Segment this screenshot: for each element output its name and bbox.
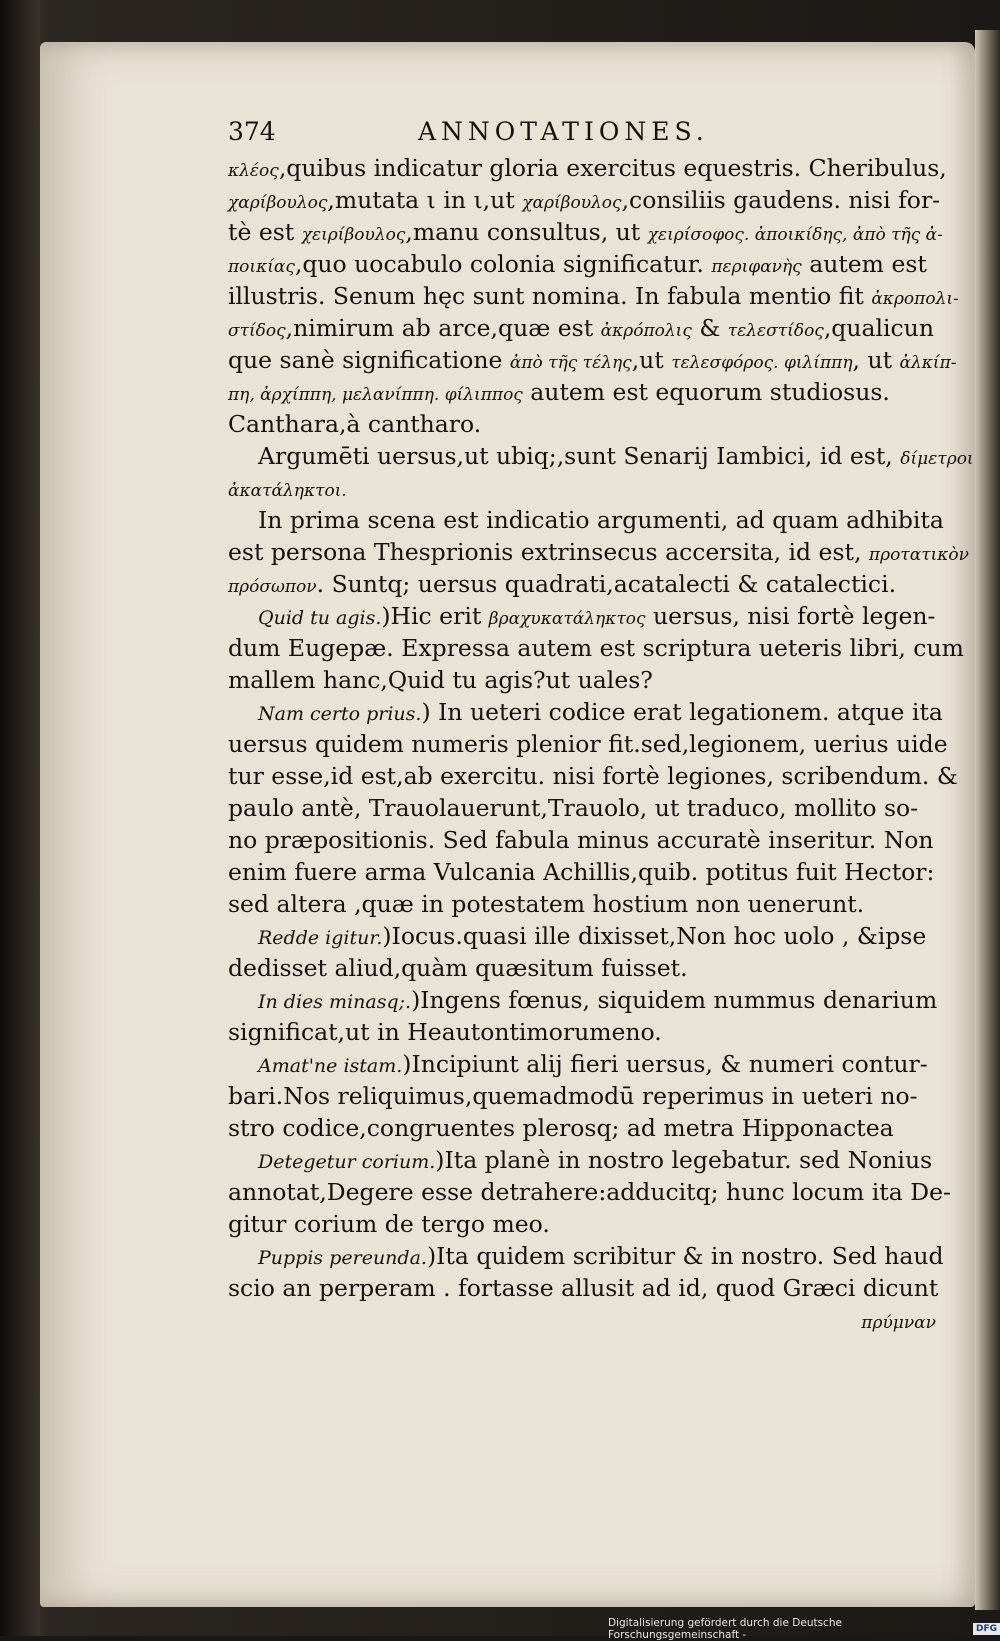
greek-word: ἀλκίπ-: [899, 353, 957, 373]
text-run: tur esse,id est,ab exercitu. nisi fortè legiones, scribendum. &: [228, 762, 958, 790]
text-run: Argumēti uersus,ut ubiq;,sunt Senarij Iambici, id est,: [258, 442, 901, 470]
text-run: uersus quidem numeris plenior fit.sed,legionem, uerius uide: [228, 730, 948, 758]
text-run: enim fuere arma Vulcania Achillis,quib. potitus fuit Hector:: [228, 858, 935, 886]
greek-word: στίδος: [228, 321, 286, 341]
text-run: Canthara,à cantharo.: [228, 410, 482, 438]
text-line: [228, 632, 964, 664]
text-run: ,mutata ι in ι,ut: [327, 186, 523, 214]
lemma: Redde igitur.: [258, 927, 383, 949]
text-line: [228, 792, 940, 824]
text-run: ) In ueteri codice erat legationem. atque ita: [421, 698, 943, 726]
greek-word: χειρίσοφος. ἀποικίδης, ἀπὸ τῆς ἀ-: [647, 225, 943, 245]
greek-word: χαρίβουλος: [522, 193, 622, 213]
text-run: )Incipiunt alij fieri uersus, & numeri contur-: [402, 1050, 928, 1078]
text-lines: [228, 152, 974, 1304]
text-run: scio an perperam . fortasse allusit ad id, quod Græci dicunt: [228, 1274, 939, 1302]
text-line: [228, 984, 940, 1016]
page-number: 374: [228, 117, 276, 146]
text-line: [228, 1208, 940, 1240]
text-line: [228, 760, 958, 792]
page-text: [228, 116, 974, 1336]
catchword: πρύμναν: [861, 1313, 936, 1333]
text-run: ,nimirum ab arce,quæ est: [285, 314, 601, 342]
text-run: dedisset aliud,quàm quæsitum fuisset.: [228, 954, 688, 982]
text-run: paulo antè, Trauolauerunt,Trauolo, ut traduco, mollito so-: [228, 794, 919, 822]
text-line: [228, 920, 940, 952]
greek-word: ἀκρόπολις: [600, 321, 692, 341]
lemma: Puppis pereunda.: [258, 1247, 427, 1269]
text-line: [228, 408, 940, 440]
greek-word: τελεσφόρος. φιλίππη: [671, 353, 853, 373]
page-header: [228, 116, 940, 152]
text-run: )Ingens fœnus, siquidem nummus denarium: [411, 986, 938, 1014]
text-line: [228, 856, 940, 888]
greek-word: προτατικὸν: [868, 545, 969, 565]
greek-word: ἀπὸ τῆς τέλης: [509, 353, 632, 373]
text-line: [228, 248, 940, 280]
greek-word: περιφανὴς: [711, 257, 802, 277]
text-run: ,qualicun: [823, 314, 934, 342]
text-run: stro codice,congruentes plerosq; ad metra Hipponactea: [228, 1114, 894, 1142]
greek-word: χαρίβουλος: [228, 193, 328, 213]
text-run: mallem hanc,Quid tu agis?ut uales?: [228, 666, 653, 694]
text-run: autem est: [801, 250, 927, 278]
text-line: [228, 1240, 944, 1272]
greek-word: δίμετροι: [900, 449, 974, 469]
lemma: Quid tu agis.: [258, 607, 382, 629]
text-line: [228, 1144, 940, 1176]
text-run: uersus, nisi fortè legen-: [645, 602, 936, 630]
text-line: [228, 888, 940, 920]
text-line: [228, 1048, 940, 1080]
text-run: que sanè significatione: [228, 346, 510, 374]
text-run: , ut: [852, 346, 900, 374]
text-run: )Hic erit: [381, 602, 489, 630]
text-line: [228, 1112, 940, 1144]
greek-word: ποικίας: [228, 257, 295, 277]
text-line: [228, 568, 940, 600]
text-line: [228, 280, 959, 312]
text-line: [228, 824, 940, 856]
text-run: annotat,Degere esse detrahere:adducitq; hunc locum ita De-: [228, 1178, 951, 1206]
text-run: dum Eugepæ. Expressa autem est scriptura ueteris libri, cum: [228, 634, 964, 662]
greek-word: τελεστίδος: [727, 321, 824, 341]
text-run: ,quo uocabulo colonia significatur.: [294, 250, 712, 278]
text-run: sed altera ,quæ in potestatem hostium non uenerunt.: [228, 890, 865, 918]
running-head: ANNOTATIONES.: [418, 117, 709, 146]
binding-shadow: [0, 0, 40, 1636]
text-run: significat,ut in Heautontimorumeno.: [228, 1018, 662, 1046]
text-line: [228, 1176, 951, 1208]
text-run: )Ita quidem scribitur & in nostro. Sed haud: [426, 1242, 944, 1270]
text-line: [228, 504, 944, 536]
text-line: [228, 216, 943, 248]
greek-word: ἀκατάληκτοι.: [228, 481, 347, 501]
text-run: . Suntq; uersus quadrati,acatalecti & catalectici.: [316, 570, 897, 598]
text-line: [228, 696, 943, 728]
text-line: [228, 952, 940, 984]
text-line: [228, 376, 940, 408]
text-run: ,ut: [631, 346, 672, 374]
text-line: [228, 184, 940, 216]
greek-word: βραχυκατάληκτος: [488, 609, 646, 629]
page-edge: [975, 30, 1000, 1610]
text-line: [228, 728, 948, 760]
greek-word: κλέος: [228, 161, 279, 181]
footer-text: Digitalisierung gefördert durch die Deutsche Forschungsgemeinschaft -: [608, 1617, 842, 1641]
text-run: ,consiliis gaudens. nisi for-: [621, 186, 941, 214]
text-run: illustris. Senum hęc sunt nomina. In fabula mentio fit: [228, 282, 872, 310]
text-run: gitur corium de tergo meo.: [228, 1210, 550, 1238]
text-line: [228, 536, 969, 568]
lemma: In dies minasq;.: [258, 991, 412, 1013]
text-line: [228, 664, 940, 696]
text-run: ,manu consultus, ut: [405, 218, 648, 246]
lemma: Amat'ne istam.: [258, 1055, 403, 1077]
text-run: autem est equorum studiosus.: [522, 378, 890, 406]
text-run: no præpositionis. Sed fabula minus accuratè inseritur. Non: [228, 826, 934, 854]
lemma: Detegetur corium.: [258, 1151, 436, 1173]
text-run: In prima scena est indicatio argumenti, ad quam adhibita: [258, 506, 944, 534]
text-line: [228, 440, 974, 472]
catchword-line: [228, 1304, 940, 1336]
greek-word: χειρίβουλος: [301, 225, 406, 245]
text-line: [228, 344, 957, 376]
text-run: )Ita planè in nostro legebatur. sed Nonius: [435, 1146, 933, 1174]
lemma: Nam certo prius.: [258, 703, 422, 725]
text-line: [228, 152, 947, 184]
text-line: [228, 1016, 940, 1048]
greek-word: πη, ἀρχίππη, μελανίππη. φίλιππος: [228, 385, 523, 405]
text-line: [228, 600, 940, 632]
text-run: ,quibus indicatur gloria exercitus equestris. Cheribulus,: [278, 154, 947, 182]
text-run: )Iocus.quasi ille dixisset,Non hoc uolo , &ipse: [382, 922, 927, 950]
greek-word: πρόσωπον: [228, 577, 317, 597]
text-run: tè est: [228, 218, 302, 246]
text-line: [228, 1272, 940, 1304]
dfg-logo: DFG: [973, 1623, 1000, 1635]
greek-word: ἀκροπολι-: [871, 289, 959, 309]
text-run: bari.Nos reliquimus,quemadmodū reperimus in ueteri no-: [228, 1082, 918, 1110]
text-line: [228, 472, 940, 504]
text-run: &: [691, 314, 728, 342]
digitization-footer: [608, 1617, 1000, 1641]
text-line: [228, 312, 940, 344]
text-line: [228, 1080, 940, 1112]
text-run: est persona Thesprionis extrinsecus accersita, id est,: [228, 538, 869, 566]
